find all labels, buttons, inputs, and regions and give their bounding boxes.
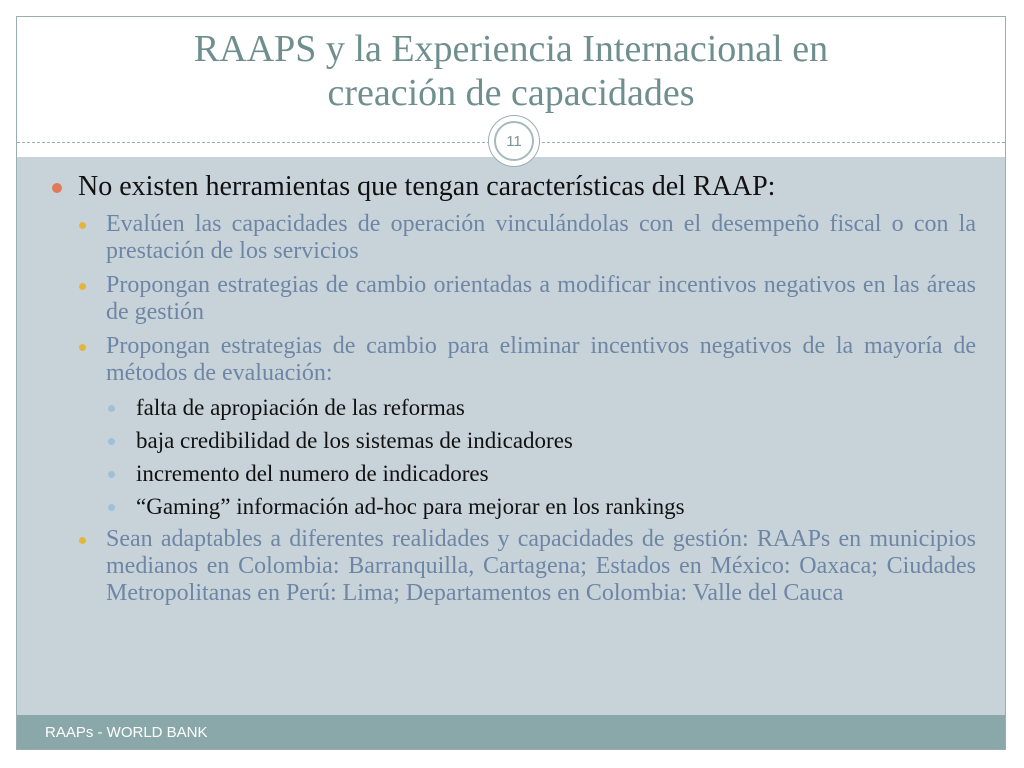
slide-title xyxy=(17,27,1005,115)
nested-bullet-icon xyxy=(108,438,115,445)
sub-bullet-icon xyxy=(79,344,86,351)
sub-bullet-text: Propongan estrategias de cambio para eliminar incentivos negativos de la mayoría de métodos de evaluación: xyxy=(106,333,976,386)
slide-title-line-2: creación de capacidades xyxy=(327,72,695,114)
nested-bullet-icon xyxy=(108,471,115,478)
sub-bullet-text: Propongan estrategias de cambio orientadas a modificar incentivos negativos en las áreas de gestión xyxy=(106,272,976,325)
nested-bullet-point xyxy=(106,427,976,454)
nested-bullet-text: incremento del numero de indicadores xyxy=(136,461,489,486)
nested-bullet-point xyxy=(106,460,976,487)
sub-bullet-icon xyxy=(79,283,86,290)
slide-body xyxy=(48,172,976,614)
sub-bullet-point xyxy=(78,333,976,387)
nested-bullet-icon xyxy=(108,504,115,511)
page-number-badge xyxy=(488,115,540,167)
nested-bullet-point xyxy=(106,394,976,421)
nested-bullet-text: falta de apropiación de las reformas xyxy=(136,395,465,420)
sub-bullet-text: Evalúen las capacidades de operación vinculándolas con el desempeño fiscal o con la prestación de los servicios xyxy=(106,211,976,264)
nested-bullet-icon xyxy=(108,405,115,412)
sub-bullet-point xyxy=(78,272,976,326)
sub-bullet-point xyxy=(78,526,976,607)
sub-bullet-icon xyxy=(79,222,86,229)
sub-bullet-icon xyxy=(79,537,86,544)
sub-bullet-text: Sean adaptables a diferentes realidades y capacidades de gestión: RAAPs en municipios medianos en Colombia: Barranquilla, Cartagena; Estados en México: Oaxaca; Ciudades Metropolitanas en Perú: Lima; Departamentos en Colombia: Valle del Cauca xyxy=(106,526,976,606)
nested-bullet-point xyxy=(106,493,976,520)
footer-text: RAAPs - WORLD BANK xyxy=(45,724,208,741)
nested-bullet-text: “Gaming” información ad-hoc para mejorar en los rankings xyxy=(136,494,685,519)
footer-bar xyxy=(17,715,1005,749)
slide-title-line-1: RAAPS y la Experiencia Internacional en xyxy=(193,28,829,70)
nested-bullet-text: baja credibilidad de los sistemas de indicadores xyxy=(136,428,573,453)
main-bullet-text: No existen herramientas que tengan características del RAAP: xyxy=(78,171,776,202)
sub-bullet-point xyxy=(78,211,976,265)
page-number: 11 xyxy=(494,121,534,161)
main-bullet-icon xyxy=(52,183,62,193)
main-bullet-point xyxy=(48,172,976,202)
